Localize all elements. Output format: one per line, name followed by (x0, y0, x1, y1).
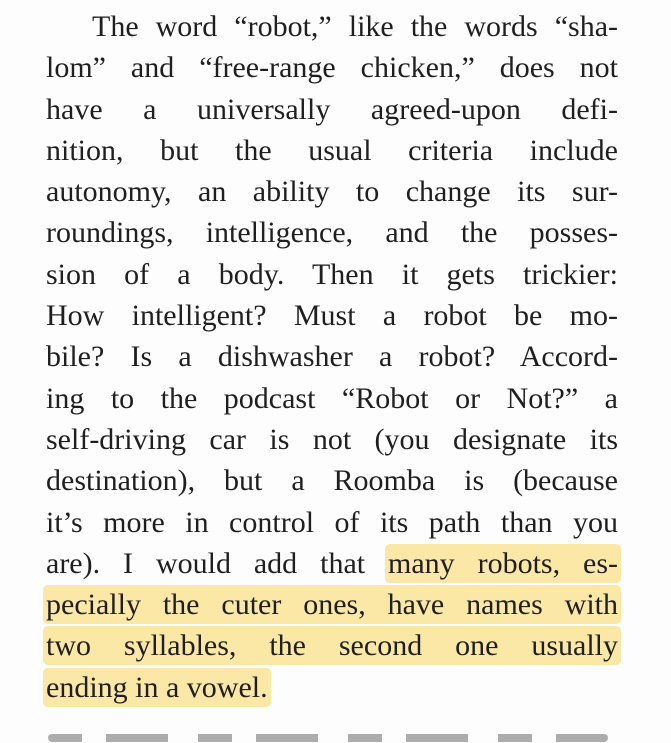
text-line (46, 212, 618, 253)
highlighted-text: many robots, es- (388, 546, 618, 580)
text-line (46, 47, 618, 88)
text-line (46, 336, 618, 377)
text-line (46, 625, 618, 666)
text-line (46, 419, 618, 460)
highlighted-text: two syllables, the second one usually (46, 629, 618, 663)
line-text: ing to the podcast “Robot or Not?” a (46, 381, 618, 415)
line-text: roundings, intelligence, and the posses- (46, 216, 618, 250)
line-text: self-driving car is not (you designate its (46, 422, 618, 456)
text-line (46, 130, 618, 171)
text-line (46, 171, 618, 212)
text-line (46, 254, 618, 295)
line-text: sion of a body. Then it gets trickier: (46, 257, 618, 291)
text-line (46, 6, 618, 47)
line-text: How intelligent? Must a robot be mo- (46, 299, 618, 333)
line-text: bile? Is a dishwasher a robot? Accord- (46, 340, 618, 374)
text-line (46, 460, 618, 501)
text-line (46, 295, 618, 336)
line-text: autonomy, an ability to change its sur- (46, 175, 618, 209)
paragraph (46, 6, 618, 708)
text-line (46, 584, 618, 625)
line-text: nition, but the usual criteria include (46, 133, 618, 167)
line-text: it’s more in control of its path than you (46, 505, 618, 539)
text-line (46, 378, 618, 419)
line-text: have a universally agreed-upon defi- (46, 92, 618, 126)
highlighted-text: pecially the cuter ones, have names with (46, 588, 618, 622)
text-line (46, 502, 618, 543)
line-text: The word “robot,” like the words “sha- (92, 10, 618, 43)
line-text: destination), but a Roomba is (because (46, 464, 618, 498)
cropped-next-line (48, 734, 608, 743)
text-line (46, 667, 618, 708)
highlighted-text: ending in a vowel. (46, 670, 268, 704)
line-text: are). I would add that (46, 546, 389, 580)
text-line (46, 89, 618, 130)
line-text: lom” and “free-range chicken,” does not (46, 51, 618, 85)
text-line (46, 543, 618, 584)
